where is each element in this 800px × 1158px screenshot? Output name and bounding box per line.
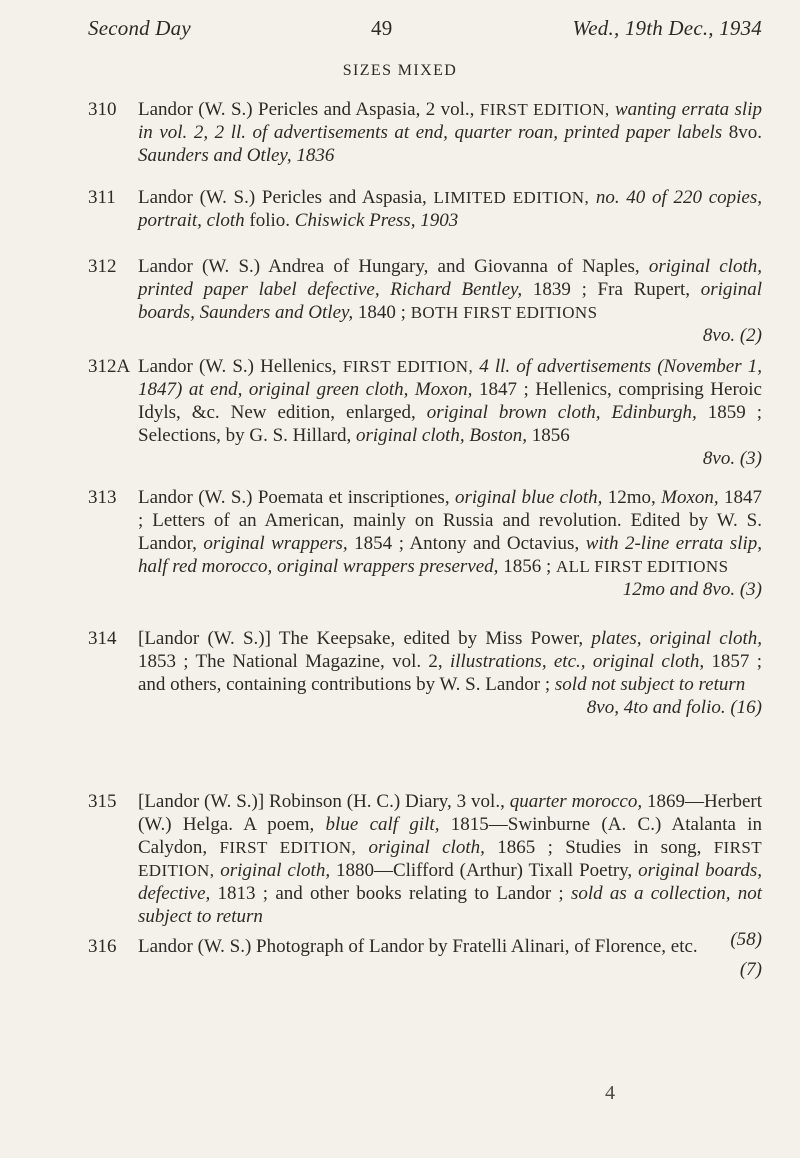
- section-title: SIZES MIXED: [342, 62, 458, 79]
- description-segment: sold as a collection, not subject to return: [138, 883, 762, 927]
- description-segment: original cloth, Boston,: [355, 425, 527, 446]
- description-segment: FIRST EDITION,: [479, 100, 610, 119]
- description-segment: 1880—Clifford (Arthur) Tixall Poetry,: [330, 860, 639, 881]
- lot-format: (58): [730, 929, 762, 950]
- description-segment: 1853 ; The National Magazine, vol. 2,: [138, 651, 450, 672]
- description-segment: 1847 ; Letters of an American, mainly on Russia and revolution. Edited by W. S. Landor,: [138, 487, 763, 554]
- description-segment: wanting errata slip in vol. 2, 2 ll. of advertisements at end, quarter roan, printed paper labels: [138, 99, 762, 143]
- description-segment: FIRST EDITION,: [342, 357, 474, 376]
- description-segment: original cloth, printed paper label defective, Richard Bentley,: [138, 256, 762, 300]
- description-segment: 4 ll. of advertisements (November 1, 1847) at end, original green cloth, Moxon,: [138, 356, 762, 400]
- lot-entry: [88, 255, 762, 347]
- lot-format: 12mo and 8vo. (3): [622, 579, 762, 600]
- page-number: 49: [371, 16, 393, 40]
- description-segment: 1856: [526, 425, 570, 446]
- lot-description: [138, 98, 762, 167]
- lot-entry: [88, 355, 762, 470]
- description-segment: 8vo.: [722, 122, 763, 143]
- lot-description: [138, 790, 762, 928]
- lot-entry: [88, 935, 762, 981]
- lot-number: 312: [88, 256, 117, 277]
- description-segment: 1854 ; Antony and Octavius,: [347, 533, 586, 554]
- margin-mark: 4: [605, 1082, 615, 1104]
- lot-format: 8vo, 4to and folio. (16): [586, 697, 762, 718]
- header-date: Wed., 19th Dec., 1934: [572, 16, 762, 40]
- description-segment: [Landor (W. S.)] The Keepsake, edited by Miss Power,: [138, 628, 592, 649]
- description-segment: 1857 ; and others, containing contributions by W. S. Landor ;: [138, 651, 762, 695]
- description-segment: original brown cloth, Edinburgh,: [426, 402, 697, 423]
- description-segment: Landor (W. S.) Poemata et inscriptiones,: [138, 487, 455, 508]
- description-segment: Saunders and Otley, 1836: [138, 145, 335, 166]
- lot-entry: [88, 186, 762, 232]
- running-header: [88, 16, 762, 41]
- lot-description: [138, 486, 762, 578]
- lot-description: [138, 627, 762, 696]
- description-segment: ALL FIRST EDITIONS: [555, 557, 729, 576]
- description-segment: LIMITED EDITION,: [433, 188, 590, 207]
- description-segment: with 2-line errata slip, half red morocco, original wrappers preserved,: [138, 533, 763, 577]
- description-segment: original cloth,: [356, 837, 485, 858]
- description-segment: quarter morocco,: [509, 791, 643, 812]
- description-segment: 1813 ; and other books relating to Landor ;: [210, 883, 571, 904]
- description-segment: Landor (W. S.) Pericles and Aspasia,: [138, 187, 434, 208]
- header-day: Second Day: [88, 16, 191, 40]
- description-segment: no. 40 of 220 copies, portrait, cloth: [138, 187, 762, 231]
- description-segment: FIRST EDITION,: [138, 838, 762, 880]
- description-segment: folio.: [244, 210, 295, 231]
- lot-number: 315: [88, 791, 117, 812]
- lot-format: 8vo. (3): [702, 448, 762, 469]
- description-segment: 1856 ;: [498, 556, 556, 577]
- lot-number: 310: [88, 99, 117, 120]
- description-segment: original wrappers,: [203, 533, 348, 554]
- description-segment: sold not subject to return: [554, 674, 746, 695]
- description-segment: [Landor (W. S.)] Robinson (H. C.) Diary, 3 vol.,: [138, 791, 510, 812]
- lot-entry: [88, 627, 762, 719]
- description-segment: original boards, defective,: [138, 860, 762, 904]
- lot-number: 316: [88, 936, 117, 957]
- description-segment: Landor (W. S.) Hellenics,: [138, 356, 343, 377]
- description-segment: Landor (W. S.) Photograph of Landor by Fratelli Alinari, of Florence, etc.: [138, 936, 698, 957]
- description-segment: 1839 ; Fra Rupert,: [522, 279, 701, 300]
- description-segment: Landor (W. S.) Pericles and Aspasia, 2 vol.,: [138, 99, 480, 120]
- description-segment: 1869—Herbert (W.) Helga. A poem,: [138, 791, 762, 835]
- description-segment: Landor (W. S.) Andrea of Hungary, and Giovanna of Naples,: [138, 256, 649, 277]
- description-segment: original blue cloth,: [454, 487, 603, 508]
- description-segment: original boards, Saunders and Otley,: [138, 279, 762, 323]
- lot-description: [138, 186, 762, 232]
- description-segment: 1865 ; Studies in song,: [484, 837, 714, 858]
- description-segment: Chiswick Press, 1903: [294, 210, 459, 231]
- lot-number: 311: [88, 187, 116, 208]
- description-segment: original cloth,: [214, 860, 331, 881]
- description-segment: 1847 ; Hellenics, comprising Heroic Idyls, &c. New edition, enlarged,: [138, 379, 762, 423]
- description-segment: illustrations, etc., original cloth,: [449, 651, 705, 672]
- lot-number: 314: [88, 628, 117, 649]
- description-segment: 1840 ;: [353, 302, 411, 323]
- description-segment: plates, original cloth,: [591, 628, 762, 649]
- lot-description: [138, 255, 762, 324]
- lot-number: 313: [88, 487, 117, 508]
- description-segment: Moxon,: [661, 487, 719, 508]
- lot-entry: [88, 98, 762, 167]
- lot-number: 312A: [88, 356, 131, 377]
- description-segment: FIRST EDITION,: [219, 838, 357, 857]
- lot-entry: [88, 790, 762, 951]
- description-segment: 1859 ; Selections, by G. S. Hillard,: [138, 402, 762, 446]
- lot-format: 8vo. (2): [702, 325, 762, 346]
- lot-description: [138, 355, 762, 447]
- description-segment: blue calf gilt,: [325, 814, 440, 835]
- description-segment: 1815—Swinburne (A. C.) Atalanta in Calydon,: [138, 814, 762, 858]
- lot-format: (7): [739, 959, 762, 980]
- description-segment: 12mo,: [602, 487, 662, 508]
- description-segment: BOTH FIRST EDITIONS: [410, 303, 598, 322]
- lot-entry: [88, 486, 762, 601]
- lot-description: [138, 935, 762, 958]
